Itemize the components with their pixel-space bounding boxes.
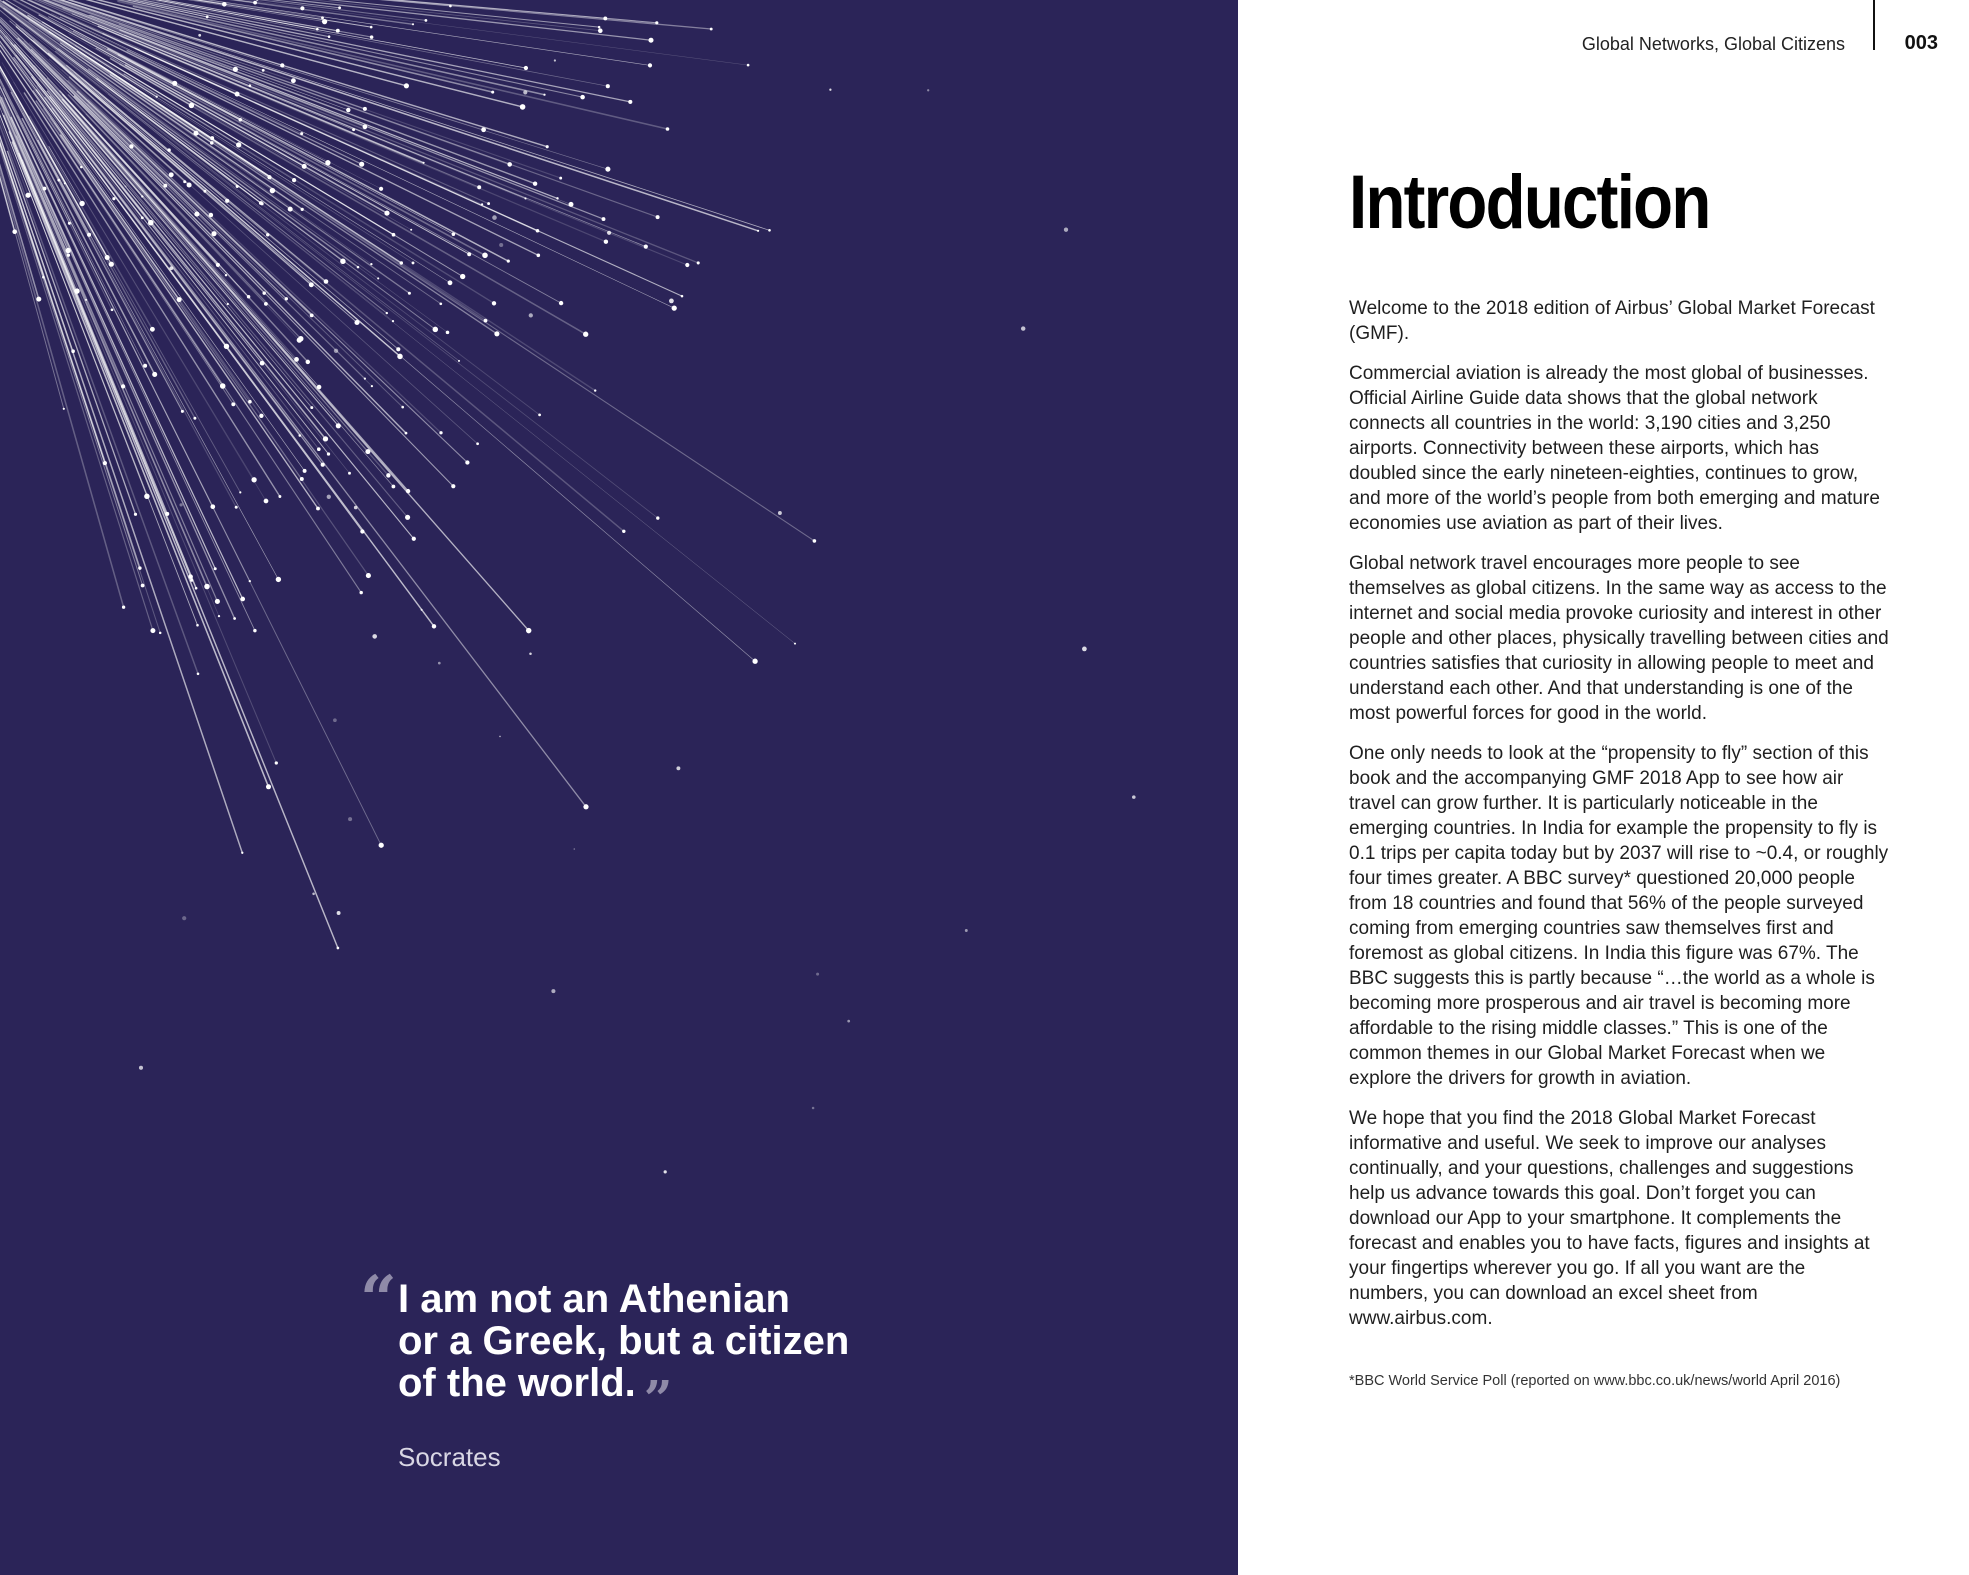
header-divider (1873, 0, 1875, 50)
network-node (275, 761, 278, 764)
network-node (602, 217, 606, 221)
network-node (433, 327, 439, 333)
network-node (648, 63, 652, 67)
network-node (105, 255, 110, 260)
star-dot (421, 609, 423, 611)
close-quote-icon: ” (643, 1369, 673, 1428)
paragraph: Commercial aviation is already the most global of businesses. Official Airline Guide data shows that the global network connects all countries in the world: 3,190 cities and 3,250 airports. Connectivity between these airports, which has doubled since the early nineteen-eighties, continues to grow, and more of the world’s people from both emerging and mature economies use aviation as part of their lives. (1349, 363, 1880, 534)
network-node (476, 442, 479, 445)
network-node (606, 84, 610, 88)
network-node (396, 347, 400, 351)
network-node (747, 64, 750, 67)
star-dot (139, 1066, 143, 1070)
main-content (1349, 160, 1889, 1391)
network-node (439, 302, 442, 305)
star-dot (1021, 326, 1025, 330)
network-node (598, 26, 601, 29)
network-node (360, 529, 364, 533)
network-node (354, 320, 359, 325)
network-node (605, 167, 610, 172)
star-dot (847, 1020, 850, 1023)
network-node (533, 182, 537, 186)
network-node (317, 447, 321, 451)
network-node (477, 185, 481, 189)
network-node (79, 201, 84, 206)
network-node (622, 530, 625, 533)
network-node (656, 215, 660, 219)
network-node (424, 19, 427, 22)
star-dot (573, 848, 575, 850)
star-dot (965, 929, 968, 932)
network-node (386, 312, 388, 314)
network-node (491, 91, 494, 94)
star-dot (372, 634, 377, 639)
network-node (303, 469, 307, 473)
network-node (379, 843, 384, 848)
network-node (214, 567, 217, 570)
network-node (236, 185, 239, 188)
page-number: 003 (1904, 32, 1938, 54)
star-dot (179, 503, 182, 506)
network-node (681, 295, 684, 298)
network-node (446, 331, 450, 335)
network-node (80, 166, 82, 168)
network-node (697, 261, 700, 264)
network-node (583, 804, 588, 809)
network-node (193, 417, 196, 420)
network-node (63, 408, 65, 410)
network-node (366, 573, 371, 578)
network-node (370, 35, 374, 39)
paragraph: We hope that you find the 2018 Global Market Forecast informative and useful. We seek to improve our analyses continually, and your questions, challenges and suggestions help us advance towards this goal. Don’t forget you can download our App to your smartphone. It complements the forecast and enables you to have facts, figures and insights at your fingertips wherever you go. If all you want are the numbers, you can download an excel sheet from www.airbus.com. (1349, 1108, 1870, 1329)
network-streak (39, 79, 407, 518)
network-node (150, 327, 155, 332)
pull-quote (360, 1262, 920, 1473)
network-node (270, 188, 275, 193)
network-node (794, 643, 796, 645)
network-node (594, 389, 596, 391)
star-dot (327, 495, 331, 499)
star-dot (182, 916, 186, 920)
network-node (74, 288, 79, 293)
network-node (392, 233, 396, 237)
network-node (752, 659, 757, 664)
network-node (278, 495, 281, 498)
quote-line: or a Greek, but a citizen (398, 1319, 850, 1363)
star-dot (669, 299, 674, 304)
network-streak (0, 0, 538, 231)
quote-line-text: of the world. (398, 1361, 636, 1405)
network-node (405, 515, 410, 520)
network-node (309, 282, 314, 287)
network-node (448, 280, 453, 285)
network-node (559, 301, 563, 305)
network-node (197, 673, 200, 676)
network-node (439, 431, 442, 434)
network-node (520, 104, 526, 110)
network-node (236, 142, 241, 147)
network-node (306, 360, 310, 364)
network-node (43, 187, 47, 191)
page-title: Introduction (1349, 160, 1710, 245)
network-node (672, 305, 677, 310)
network-node (260, 202, 263, 205)
network-node (363, 107, 367, 111)
network-node (340, 259, 345, 264)
network-node (346, 108, 350, 112)
network-node (247, 295, 250, 298)
network-node (371, 385, 373, 387)
network-node (410, 229, 412, 231)
open-quote-icon: “ (360, 1262, 397, 1337)
network-node (235, 506, 238, 509)
star-dot (438, 662, 441, 665)
network-node (487, 202, 490, 205)
star-dot (354, 506, 358, 510)
network-node (524, 66, 528, 70)
network-node (337, 947, 340, 950)
network-node (404, 83, 409, 88)
network-streak (0, 0, 758, 231)
network-node (264, 499, 269, 504)
network-node (768, 229, 771, 232)
network-node (239, 118, 243, 122)
network-node (538, 414, 541, 417)
network-node (543, 94, 545, 96)
network-node (666, 127, 670, 131)
network-node (141, 216, 144, 219)
network-node (268, 175, 270, 177)
network-node (412, 537, 416, 541)
network-node (757, 230, 759, 232)
body-text (1349, 296, 1889, 1331)
network-node (401, 406, 404, 409)
network-node (569, 202, 574, 207)
network-node (266, 784, 271, 789)
network-node (163, 184, 167, 188)
star-dot (312, 893, 315, 896)
network-node (196, 624, 199, 627)
network-node (536, 229, 540, 233)
network-node (392, 485, 396, 489)
star-dot (333, 718, 337, 722)
network-node (233, 617, 236, 620)
network-node (526, 628, 531, 633)
network-node (159, 632, 162, 635)
network-node (241, 852, 243, 854)
network-node (292, 178, 296, 182)
network-node (370, 26, 373, 29)
network-node (451, 484, 455, 488)
network-node (141, 584, 145, 588)
network-node (112, 197, 115, 200)
network-node (259, 414, 263, 418)
network-node (310, 314, 314, 318)
network-node (458, 360, 460, 362)
network-node (452, 232, 456, 236)
network-node (188, 574, 193, 579)
network-node (297, 337, 302, 342)
network-node (423, 162, 425, 164)
network-node (316, 507, 320, 511)
network-node (656, 516, 659, 519)
network-node (193, 131, 198, 136)
network-streak (12, 142, 268, 787)
network-node (546, 145, 549, 148)
network-node (256, 0, 259, 1)
paragraph: One only needs to look at the “propensity to fly” section of this book and the accompanying GMF 2018 App to see how air travel can grow further. It is particularly noticeable in the emerging countries. In India for example the propensity to fly is 0.1 trips per capita today but by 2037 will rise to ~0.4, or roughly four times greater. A BBC survey* questioned 20,000 people from 18 countries and found that 56% of the people surveyed coming from emerging countries saw themselves first and foremost as global citizens. In India this figure was 67%. The BBC suggests this is partly because “…the world as a whole is becoming more prosperous and air travel is becoming more affordable to the rising middle classes.” This is one of the common themes in our Global Market Forecast when we explore the drivers for growth in aviation. (1349, 743, 1889, 1089)
star-dot (664, 1170, 667, 1173)
network-node (150, 628, 155, 633)
network-node (134, 513, 137, 516)
network-node (291, 78, 296, 83)
network-node (412, 261, 415, 264)
star-dot (334, 349, 338, 353)
network-node (432, 624, 436, 628)
network-node (336, 423, 341, 428)
network-node (386, 473, 390, 477)
network-node (481, 127, 486, 132)
star-dot (927, 89, 929, 91)
star-dot (554, 59, 556, 61)
star-dot (778, 511, 782, 515)
star-dot (829, 89, 831, 91)
network-node (412, 23, 414, 25)
network-node (321, 463, 325, 467)
network-node (405, 432, 408, 435)
star-dot (676, 766, 680, 770)
network-node (348, 472, 351, 475)
paragraph: Welcome to the 2018 edition of Airbus’ Global Market Forecast (GMF). (1349, 298, 1875, 344)
network-node (262, 291, 265, 294)
network-node (195, 587, 198, 590)
network-node (299, 434, 302, 437)
network-node (276, 577, 281, 582)
star-dot (492, 215, 497, 220)
network-node (359, 162, 364, 167)
star-dot (1132, 795, 1136, 799)
network-node (204, 584, 210, 590)
network-node (111, 308, 114, 311)
network-node (603, 16, 607, 20)
network-node (240, 597, 245, 602)
network-node (152, 372, 157, 377)
network-node (685, 263, 689, 267)
running-title: Global Networks, Global Citizens (1581, 34, 1845, 54)
network-node (264, 302, 268, 306)
network-streak (9, 131, 338, 948)
network-node (392, 320, 394, 322)
network-node (262, 69, 265, 72)
network-node (224, 344, 229, 349)
network-node (648, 38, 653, 43)
star-dot (1064, 228, 1068, 232)
network-node (559, 177, 562, 180)
network-node (225, 274, 227, 276)
network-node (327, 452, 330, 455)
network-node (253, 629, 256, 632)
quote-text (398, 1277, 918, 1428)
quote-author: Socrates (398, 1442, 501, 1472)
network-node (465, 460, 469, 464)
network-node (233, 67, 238, 72)
footnote: *BBC World Service Poll (reported on www.bbc.co.uk/news/world April 2016) (1349, 1373, 1841, 1389)
network-node (141, 195, 143, 197)
star-dot (169, 266, 173, 270)
network-streak (11, 117, 215, 569)
star-dot (198, 34, 201, 37)
star-dot (1082, 647, 1087, 652)
network-node (710, 28, 713, 31)
network-node (604, 240, 608, 244)
network-streak (20, 24, 795, 644)
network-node (384, 211, 389, 216)
network-node (301, 208, 304, 211)
star-dot (816, 973, 819, 976)
network-node (165, 512, 169, 516)
network-node (507, 260, 510, 263)
network-node (122, 606, 125, 609)
network-node (628, 100, 632, 104)
network-node (379, 187, 383, 191)
network-node (357, 266, 360, 269)
network-node (215, 599, 220, 604)
network-streak (45, 97, 586, 807)
network-node (338, 6, 341, 9)
network-node (507, 162, 512, 167)
network-node (187, 182, 192, 187)
network-node (300, 132, 303, 135)
network-node (377, 277, 379, 279)
network-node (813, 539, 817, 543)
star-dot (348, 817, 352, 821)
star-dot (337, 911, 341, 915)
network-node (460, 274, 465, 279)
star-dot (551, 989, 555, 993)
network-node (239, 491, 241, 493)
network-node (583, 332, 588, 337)
network-node (218, 615, 220, 617)
network-node (310, 406, 313, 409)
network-node (210, 136, 214, 140)
page-header (1238, 34, 1969, 74)
star-dot (523, 90, 527, 94)
network-node (328, 35, 331, 38)
network-node (598, 28, 603, 33)
paragraph: Global network travel encourages more people to see themselves as global citizens. In the same way as access to the internet and social media provoke curiosity and interest in other people and other places, physically travelling between cities and countries satisfies that curiosity in allowing people to meet and understand each other. And that understanding is one of the most powerful forces for good in the world. (1349, 553, 1889, 724)
star-dot (499, 243, 503, 247)
network-node (400, 261, 403, 264)
network-node (482, 253, 488, 259)
network-node (494, 331, 499, 336)
quote-line: I am not an Athenian (398, 1277, 790, 1321)
network-node (167, 148, 170, 151)
network-node (536, 253, 540, 257)
star-dot (529, 313, 533, 317)
network-node (580, 95, 585, 100)
network-node (144, 494, 149, 499)
network-node (249, 580, 251, 582)
network-node (408, 292, 411, 295)
star-dot (499, 736, 501, 738)
network-node (336, 29, 340, 33)
star-dot (812, 1107, 815, 1110)
quote-line (398, 1361, 918, 1428)
network-node (294, 357, 299, 362)
network-streak (1, 97, 234, 619)
network-node (524, 197, 526, 199)
star-dot (529, 652, 532, 655)
network-node (359, 591, 362, 594)
network-node (316, 28, 319, 31)
star-dot (125, 185, 127, 187)
network-node (492, 301, 496, 305)
star-dot (607, 231, 611, 235)
